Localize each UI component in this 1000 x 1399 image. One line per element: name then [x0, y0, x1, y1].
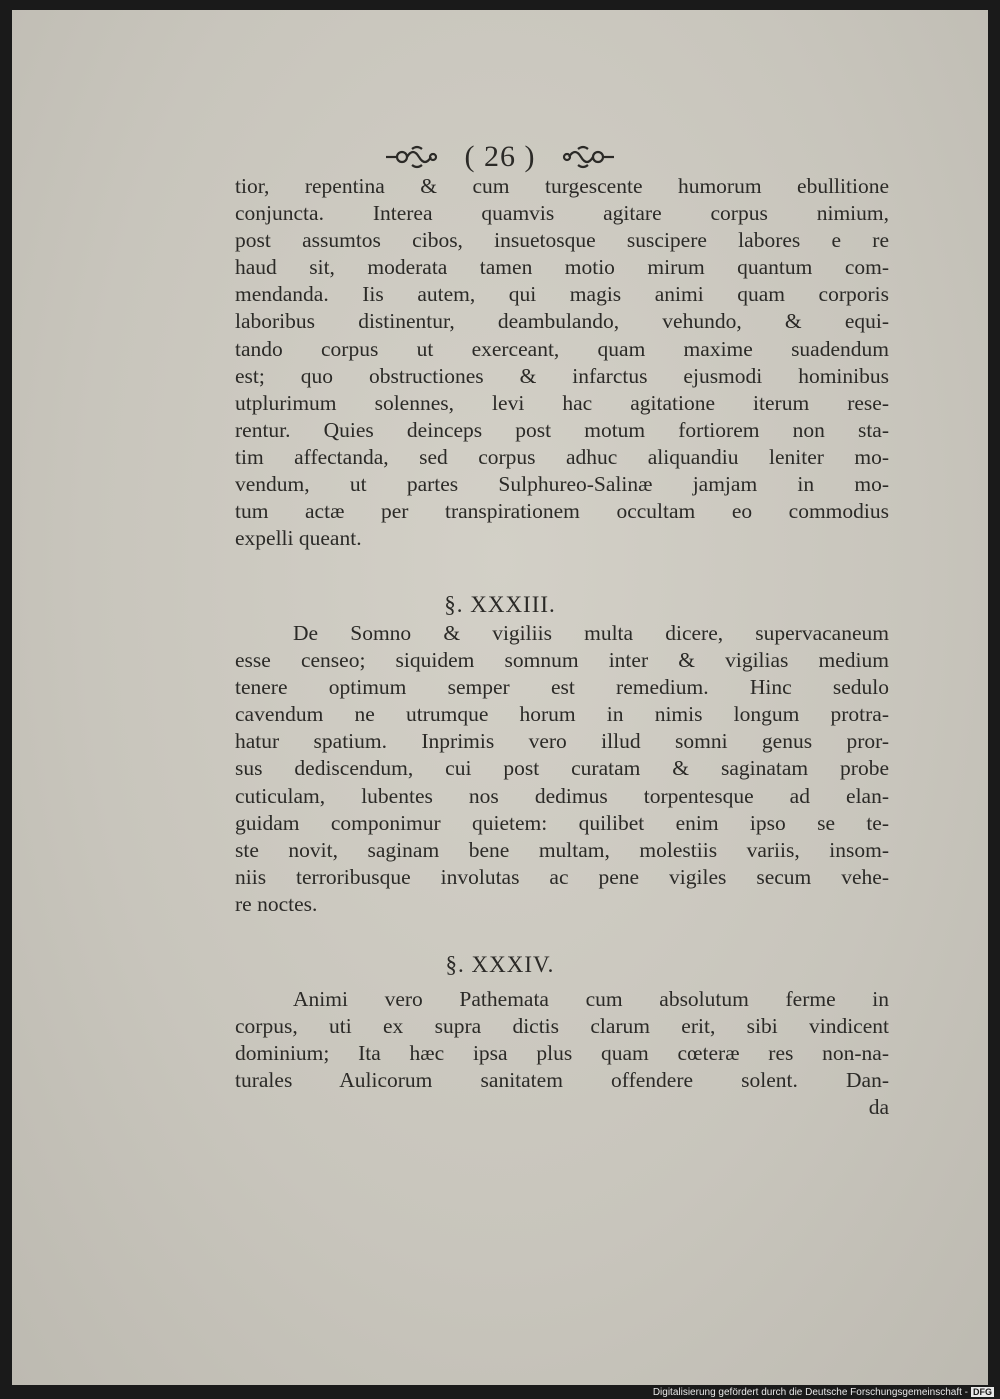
- page-header: [12, 138, 988, 174]
- text-line: niis terroribusque involutas ac pene vigiles secum vehe-: [235, 864, 889, 889]
- text-line: ste novit, saginam bene multam, molestiis variis, insom-: [235, 837, 889, 862]
- text-line: De Somno & vigiliis multa dicere, supervacaneum: [293, 621, 889, 645]
- text-line: laboribus distinentur, deambulando, vehundo, & equi-: [235, 309, 889, 334]
- text-line: mendanda. Iis autem, qui magis animi quam corporis: [235, 282, 889, 307]
- text-line: tando corpus ut exerceant, quam maxime suadendum: [235, 336, 889, 361]
- left-ornament-icon: [384, 144, 438, 170]
- paragraph-section-33: [235, 620, 889, 918]
- paragraph-1: [235, 173, 889, 552]
- text-line: post assumtos cibos, insuetosque suscipere labores e re: [235, 228, 889, 253]
- text-line: expelli queant.: [235, 526, 362, 551]
- text-line: turales Aulicorum sanitatem offendere solent. Dan-: [235, 1068, 889, 1093]
- dfg-logo: DFG: [973, 1387, 992, 1397]
- text-line: tim affectanda, sed corpus adhuc aliquandiu leniter mo-: [235, 444, 889, 469]
- scanned-page: [12, 10, 988, 1385]
- footer-text: Digitalisierung gefördert durch die Deutsche Forschungsgemeinschaft -: [652, 1387, 968, 1398]
- text-line: corpus, uti ex supra dictis clarum erit, sibi vindicent: [235, 1014, 889, 1039]
- text-line: sus dediscendum, cui post curatam & saginatam probe: [235, 756, 889, 781]
- text-line: est; quo obstructiones & infarctus ejusmodi hominibus: [235, 363, 889, 388]
- right-ornament-icon: [562, 144, 616, 170]
- digitization-footer: [653, 1387, 994, 1398]
- section-heading-33: §. XXXIII.: [444, 592, 556, 617]
- text-line: cavendum ne utrumque horum in nimis longum protra-: [235, 702, 889, 727]
- paragraph-section-34: [235, 986, 889, 1121]
- text-line: tum actæ per transpirationem occultam eo commodius: [235, 499, 889, 524]
- text-line: cuticulam, lubentes nos dedimus torpentesque ad elan-: [235, 783, 889, 808]
- text-line: tenere optimum semper est remedium. Hinc sedulo: [235, 675, 889, 700]
- text-line: rentur. Quies deinceps post motum fortiorem non sta-: [235, 417, 889, 442]
- text-line: Animi vero Pathemata cum absolutum ferme in: [293, 987, 889, 1011]
- text-line: utplurimum solennes, levi hac agitatione iterum rese-: [235, 390, 889, 415]
- text-line: hatur spatium. Inprimis vero illud somni genus pror-: [235, 729, 889, 754]
- text-line: vendum, ut partes Sulphureo-Salinæ jamjam in mo-: [235, 472, 889, 497]
- text-line: guidam componimur quietem: quilibet enim ipso se te-: [235, 810, 889, 835]
- text-line: re noctes.: [235, 891, 318, 916]
- text-line: esse censeo; siquidem somnum inter & vigilias medium: [235, 648, 889, 673]
- catchword: da: [868, 1095, 889, 1120]
- text-line: haud sit, moderata tamen motio mirum quantum com-: [235, 255, 889, 280]
- text-line: dominium; Ita hæc ipsa plus quam cœteræ res non-na-: [235, 1041, 889, 1066]
- section-heading-34: §. XXXIV.: [445, 952, 555, 977]
- text-line: conjuncta. Interea quamvis agitare corpus nimium,: [235, 201, 889, 226]
- page-number: ( 26 ): [464, 140, 536, 174]
- text-line: tior, repentina & cum turgescente humorum ebullitione: [235, 174, 889, 198]
